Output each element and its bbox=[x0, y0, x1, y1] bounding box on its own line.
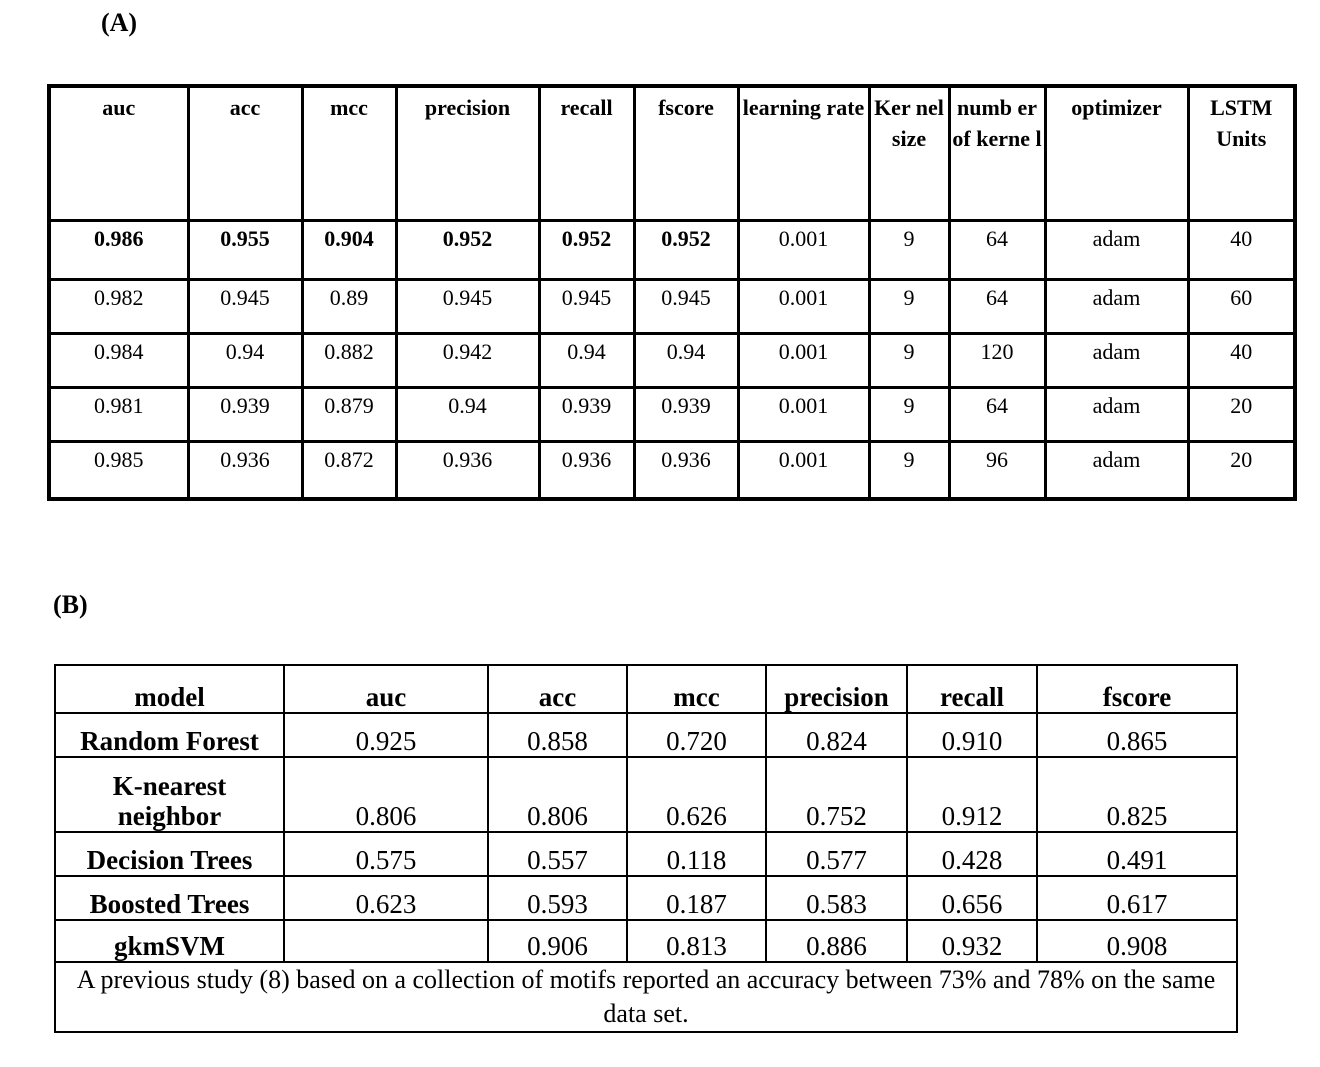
table-cell: 0.825 bbox=[1037, 757, 1237, 832]
table-cell: adam bbox=[1045, 387, 1188, 441]
table-cell: 0.910 bbox=[907, 713, 1037, 757]
table-cell: 0.577 bbox=[766, 832, 907, 876]
table-cell: 0.187 bbox=[627, 876, 766, 920]
table-cell: 0.879 bbox=[302, 387, 396, 441]
table-cell: 0.932 bbox=[907, 920, 1037, 962]
results-table-a bbox=[47, 84, 1297, 501]
column-header-acc: acc bbox=[188, 86, 302, 220]
table-cell: 0.981 bbox=[49, 387, 188, 441]
table-cell: 0.982 bbox=[49, 279, 188, 333]
panel-label-a: (A) bbox=[101, 8, 138, 37]
table-cell: 0.942 bbox=[396, 333, 539, 387]
table-cell: 0.94 bbox=[396, 387, 539, 441]
table-cell: 0.886 bbox=[766, 920, 907, 962]
table-cell: 0.936 bbox=[396, 441, 539, 499]
table-cell: 0.945 bbox=[634, 279, 738, 333]
table-row bbox=[49, 333, 1295, 387]
table-cell: 0.865 bbox=[1037, 713, 1237, 757]
table-a-header-row bbox=[49, 86, 1295, 220]
table-cell: 0.952 bbox=[634, 220, 738, 279]
table-cell: 40 bbox=[1188, 220, 1295, 279]
table-cell: 0.984 bbox=[49, 333, 188, 387]
model-name-cell: gkmSVM bbox=[55, 920, 284, 962]
column-header-optimizer: optimizer bbox=[1045, 86, 1188, 220]
table-cell: 0.939 bbox=[539, 387, 634, 441]
table-cell: 0.952 bbox=[396, 220, 539, 279]
table-cell: 0.925 bbox=[284, 713, 488, 757]
column-header-auc: auc bbox=[284, 665, 488, 713]
table-cell: adam bbox=[1045, 279, 1188, 333]
table-cell: 0.912 bbox=[907, 757, 1037, 832]
table-cell: 0.118 bbox=[627, 832, 766, 876]
table-cell: 64 bbox=[949, 387, 1045, 441]
table-cell: 60 bbox=[1188, 279, 1295, 333]
table-cell: 0.908 bbox=[1037, 920, 1237, 962]
table-cell: 0.945 bbox=[396, 279, 539, 333]
column-header-precision: precision bbox=[766, 665, 907, 713]
table-cell: 0.94 bbox=[634, 333, 738, 387]
table-cell: 0.89 bbox=[302, 279, 396, 333]
table-cell: 0.936 bbox=[634, 441, 738, 499]
table-cell: 0.985 bbox=[49, 441, 188, 499]
table-cell: 0.001 bbox=[738, 387, 869, 441]
table-cell: 9 bbox=[869, 387, 949, 441]
column-header-recall: recall bbox=[539, 86, 634, 220]
table-cell: 0.575 bbox=[284, 832, 488, 876]
model-name-cell: Random Forest bbox=[55, 713, 284, 757]
table-b-header-row bbox=[55, 665, 1237, 713]
table-cell: 40 bbox=[1188, 333, 1295, 387]
table-cell: 9 bbox=[869, 279, 949, 333]
column-header-learning-rate: learning rate bbox=[738, 86, 869, 220]
column-header-number-of-kernel: numb er of kerne l bbox=[949, 86, 1045, 220]
table-cell: 0.656 bbox=[907, 876, 1037, 920]
table-cell: 0.813 bbox=[627, 920, 766, 962]
table-cell: 9 bbox=[869, 333, 949, 387]
table-cell: 0.952 bbox=[539, 220, 634, 279]
table-cell: 64 bbox=[949, 220, 1045, 279]
table-cell: adam bbox=[1045, 441, 1188, 499]
table-cell: 0.583 bbox=[766, 876, 907, 920]
column-header-mcc: mcc bbox=[302, 86, 396, 220]
table-row bbox=[55, 713, 1237, 757]
table-cell: 0.001 bbox=[738, 279, 869, 333]
table-cell: 0.001 bbox=[738, 333, 869, 387]
table-cell: 0.557 bbox=[488, 832, 627, 876]
table-cell: 0.428 bbox=[907, 832, 1037, 876]
table-cell: 0.824 bbox=[766, 713, 907, 757]
table-cell: 0.904 bbox=[302, 220, 396, 279]
table-row bbox=[55, 832, 1237, 876]
table-cell: 120 bbox=[949, 333, 1045, 387]
table-cell: adam bbox=[1045, 333, 1188, 387]
table-cell: 0.936 bbox=[188, 441, 302, 499]
table-cell: 0.906 bbox=[488, 920, 627, 962]
table-row bbox=[49, 279, 1295, 333]
table-cell: 0.626 bbox=[627, 757, 766, 832]
column-header-model: model bbox=[55, 665, 284, 713]
model-name-cell: K-nearest neighbor bbox=[55, 757, 284, 832]
table-cell: 96 bbox=[949, 441, 1045, 499]
table-row bbox=[55, 876, 1237, 920]
panel-label-b: (B) bbox=[53, 590, 88, 619]
model-name-cell: Decision Trees bbox=[55, 832, 284, 876]
table-row bbox=[55, 757, 1237, 832]
column-header-auc: auc bbox=[49, 86, 188, 220]
table-cell: 9 bbox=[869, 220, 949, 279]
table-cell: 20 bbox=[1188, 441, 1295, 499]
column-header-fscore: fscore bbox=[634, 86, 738, 220]
model-name-cell: Boosted Trees bbox=[55, 876, 284, 920]
table-cell: 0.858 bbox=[488, 713, 627, 757]
table-cell: 0.945 bbox=[188, 279, 302, 333]
table-cell: 0.001 bbox=[738, 441, 869, 499]
table-cell: 0.986 bbox=[49, 220, 188, 279]
table-cell: 0.623 bbox=[284, 876, 488, 920]
results-table-b bbox=[54, 664, 1238, 1033]
column-header-fscore: fscore bbox=[1037, 665, 1237, 713]
table-cell: 0.752 bbox=[766, 757, 907, 832]
column-header-acc: acc bbox=[488, 665, 627, 713]
table-cell: 0.720 bbox=[627, 713, 766, 757]
table-cell: 0.491 bbox=[1037, 832, 1237, 876]
table-cell: 64 bbox=[949, 279, 1045, 333]
table-cell: 0.94 bbox=[539, 333, 634, 387]
column-header-mcc: mcc bbox=[627, 665, 766, 713]
table-cell: 0.955 bbox=[188, 220, 302, 279]
table-cell: 0.882 bbox=[302, 333, 396, 387]
column-header-lstm-units: LSTM Units bbox=[1188, 86, 1295, 220]
table-cell: 0.593 bbox=[488, 876, 627, 920]
table-row bbox=[49, 220, 1295, 279]
column-header-precision: precision bbox=[396, 86, 539, 220]
table-cell: 0.936 bbox=[539, 441, 634, 499]
table-cell: adam bbox=[1045, 220, 1188, 279]
table-cell: 20 bbox=[1188, 387, 1295, 441]
table-footnote: A previous study (8) based on a collection of motifs reported an accuracy between 73% and 78% on the same data set. bbox=[55, 962, 1237, 1032]
table-row bbox=[49, 387, 1295, 441]
column-header-kernel-size: Ker nel size bbox=[869, 86, 949, 220]
table-cell: 0.945 bbox=[539, 279, 634, 333]
table-cell: 0.939 bbox=[188, 387, 302, 441]
table-cell: 9 bbox=[869, 441, 949, 499]
column-header-recall: recall bbox=[907, 665, 1037, 713]
table-row bbox=[55, 920, 1237, 962]
table-cell: 0.872 bbox=[302, 441, 396, 499]
table-note-row bbox=[55, 962, 1237, 1032]
table-cell: 0.94 bbox=[188, 333, 302, 387]
table-row bbox=[49, 441, 1295, 499]
table-cell: 0.806 bbox=[488, 757, 627, 832]
table-cell: 0.939 bbox=[634, 387, 738, 441]
table-cell bbox=[284, 920, 488, 962]
table-cell: 0.617 bbox=[1037, 876, 1237, 920]
table-cell: 0.001 bbox=[738, 220, 869, 279]
table-cell: 0.806 bbox=[284, 757, 488, 832]
